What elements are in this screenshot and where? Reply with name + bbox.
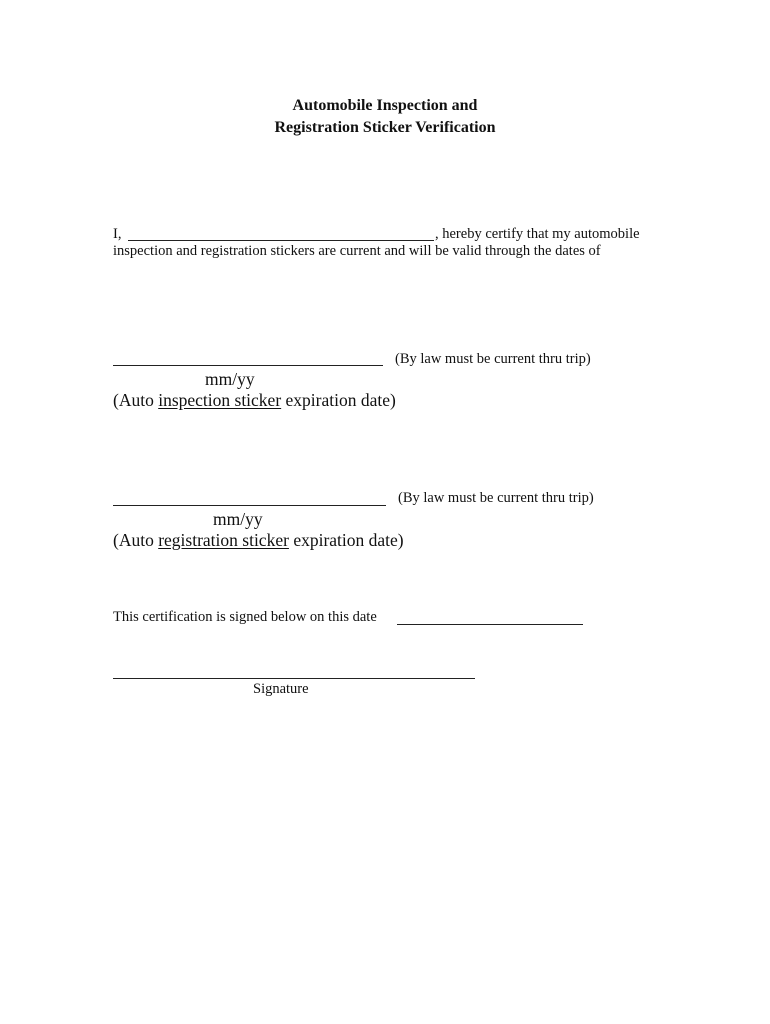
document-title-line-2: Registration Sticker Verification xyxy=(274,119,496,136)
inspection-caption: (Auto inspection sticker expiration date) xyxy=(113,390,396,410)
inspection-date-format: mm/yy xyxy=(205,369,255,389)
registration-caption: (Auto registration sticker expiration date) xyxy=(113,530,404,550)
certify-line-2: inspection and registration stickers are current and will be valid through the dates of xyxy=(113,243,601,259)
signed-date-blank-line[interactable] xyxy=(397,624,583,625)
inspection-sticker-underlined: inspection sticker xyxy=(158,390,282,410)
signature-blank-line[interactable] xyxy=(113,678,475,679)
registration-sticker-underlined: registration sticker xyxy=(158,530,289,550)
name-blank-line[interactable] xyxy=(128,240,434,241)
registration-date-format: mm/yy xyxy=(213,509,263,529)
registration-law-note: (By law must be current thru trip) xyxy=(398,490,594,506)
certify-suffix: , hereby certify that my automobile xyxy=(435,226,640,242)
signed-date-label: This certification is signed below on this date xyxy=(113,609,377,625)
inspection-date-blank-line[interactable] xyxy=(113,365,383,366)
certify-prefix: I, xyxy=(113,226,122,242)
signature-label: Signature xyxy=(253,681,309,697)
inspection-law-note: (By law must be current thru trip) xyxy=(395,351,591,367)
registration-date-blank-line[interactable] xyxy=(113,505,386,506)
document-title-line-1: Automobile Inspection and xyxy=(292,97,478,114)
